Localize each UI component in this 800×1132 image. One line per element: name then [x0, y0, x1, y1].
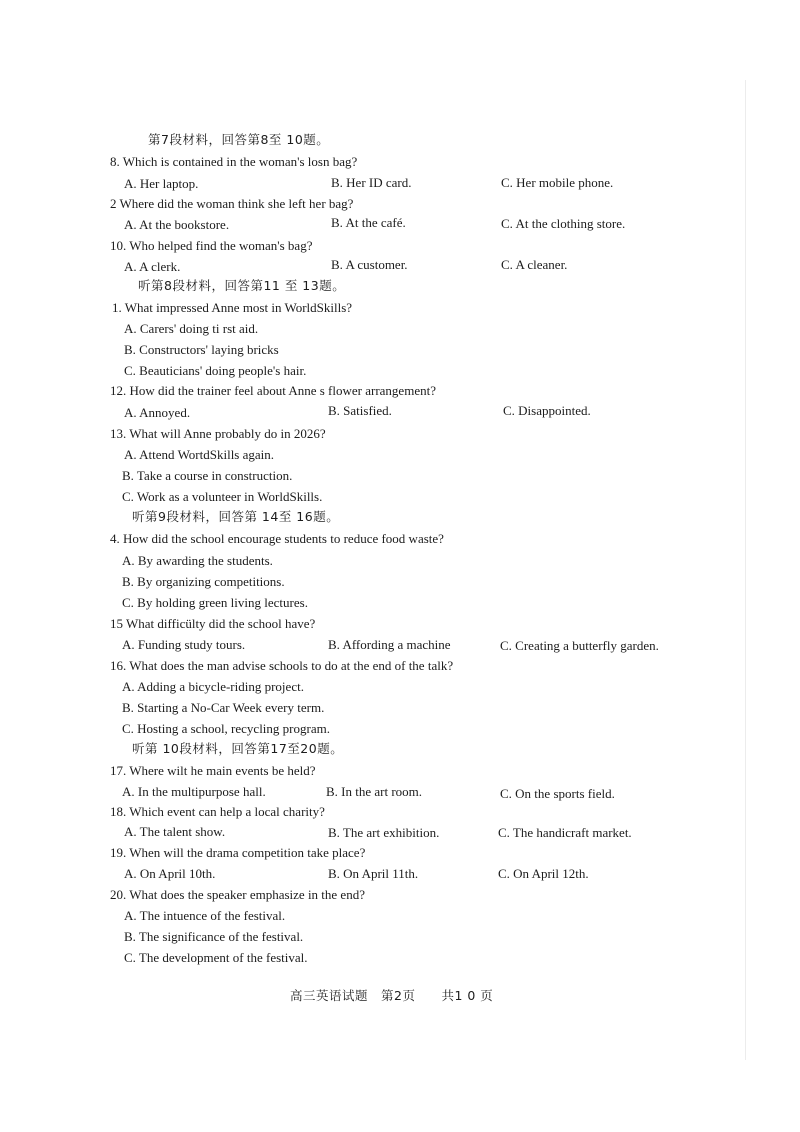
answer-option: B. At the café.	[331, 215, 406, 230]
question-stem: 4. How did the school encourage students to reduce food waste?	[110, 531, 444, 546]
answer-option: A. Funding study tours.	[122, 637, 246, 652]
answer-option: B. A customer.	[331, 257, 408, 272]
question-stem: 16. What does the man advise schools to do at the end of the talk?	[110, 658, 454, 673]
answer-option: B. In the art room.	[326, 784, 423, 799]
answer-option: B. Affording a machine	[328, 637, 451, 652]
question-stem: 19. When will the drama competition take place?	[110, 845, 366, 860]
question-stem: 20. What does the speaker emphasize in the end?	[110, 887, 365, 902]
answer-option: B. Starting a No-Car Week every term.	[122, 700, 325, 715]
answer-option: A. The intuence of the festival.	[124, 908, 286, 923]
answer-option: C. Disappointed.	[503, 403, 591, 418]
answer-option: C. At the clothing store.	[501, 216, 626, 231]
page-edge	[745, 80, 746, 1060]
answer-option: A. Carers' doing ti rst aid.	[124, 321, 259, 336]
question-stem: 13. What will Anne probably do in 2026?	[110, 426, 326, 441]
answer-option: A. On April 10th.	[124, 866, 216, 881]
answer-option: A. Annoyed.	[124, 405, 191, 420]
answer-option: B. The art exhibition.	[328, 825, 440, 840]
answer-option: C. Beauticians' doing people's hair.	[124, 363, 307, 378]
answer-option: A. The talent show.	[124, 824, 226, 839]
section-header: 听第9段材料，回答第 14至 16题。	[132, 509, 340, 524]
question-stem: 2 Where did the woman think she left her bag?	[110, 196, 354, 211]
answer-option: B. Her ID card.	[331, 175, 412, 190]
answer-option: C. By holding green living lectures.	[122, 595, 308, 610]
answer-option: A. Her laptop.	[124, 176, 199, 191]
section-header: 听第 10段材料，回答第17至20题。	[132, 741, 344, 756]
question-stem: 18. Which event can help a local charity?	[110, 804, 325, 819]
question-stem: 8. Which is contained in the woman's losn bag?	[110, 154, 358, 169]
answer-option: C. Creating a butterfly garden.	[500, 638, 659, 653]
answer-option: B. Constructors' laying bricks	[124, 342, 279, 357]
answer-option: A. Adding a bicycle-riding project.	[122, 679, 304, 694]
answer-option: A. In the multipurpose hall.	[122, 784, 266, 799]
answer-option: B. By organizing competitions.	[122, 574, 285, 589]
question-stem: 10. Who helped find the woman's bag?	[110, 238, 313, 253]
answer-option: C. On April 12th.	[498, 866, 589, 881]
answer-option: C. Work as a volunteer in WorldSkills.	[122, 489, 323, 504]
answer-option: C. A cleaner.	[501, 257, 568, 272]
question-stem: 15 What difficülty did the school have?	[110, 616, 316, 631]
answer-option: A. Attend WortdSkills again.	[124, 447, 275, 462]
answer-option: C. The handicraft market.	[498, 825, 632, 840]
answer-option: C. The development of the festival.	[124, 950, 308, 965]
answer-option: C. On the sports field.	[500, 786, 615, 801]
answer-option: B. On April 11th.	[328, 866, 419, 881]
answer-option: A. At the bookstore.	[124, 217, 230, 232]
section-header: 第7段材料，回答第8至 10题。	[148, 132, 330, 147]
question-stem: 17. Where wilt he main events be held?	[110, 763, 316, 778]
answer-option: C. Hosting a school, recycling program.	[122, 721, 330, 736]
section-header: 听第8段材料，回答第11 至 13题。	[138, 278, 346, 293]
answer-option: C. Her mobile phone.	[501, 175, 614, 190]
question-stem: 1. What impressed Anne most in WorldSkills?	[112, 300, 353, 315]
answer-option: B. Take a course in construction.	[122, 468, 293, 483]
answer-option: B. Satisfied.	[328, 403, 392, 418]
answer-option: A. A clerk.	[124, 259, 181, 274]
answer-option: B. The significance of the festival.	[124, 929, 304, 944]
page-footer: 高三英语试题 第2页 共1 0 页	[290, 988, 494, 1003]
answer-option: A. By awarding the students.	[122, 553, 273, 568]
question-stem: 12. How did the trainer feel about Anne s flower arrangement?	[110, 383, 436, 398]
